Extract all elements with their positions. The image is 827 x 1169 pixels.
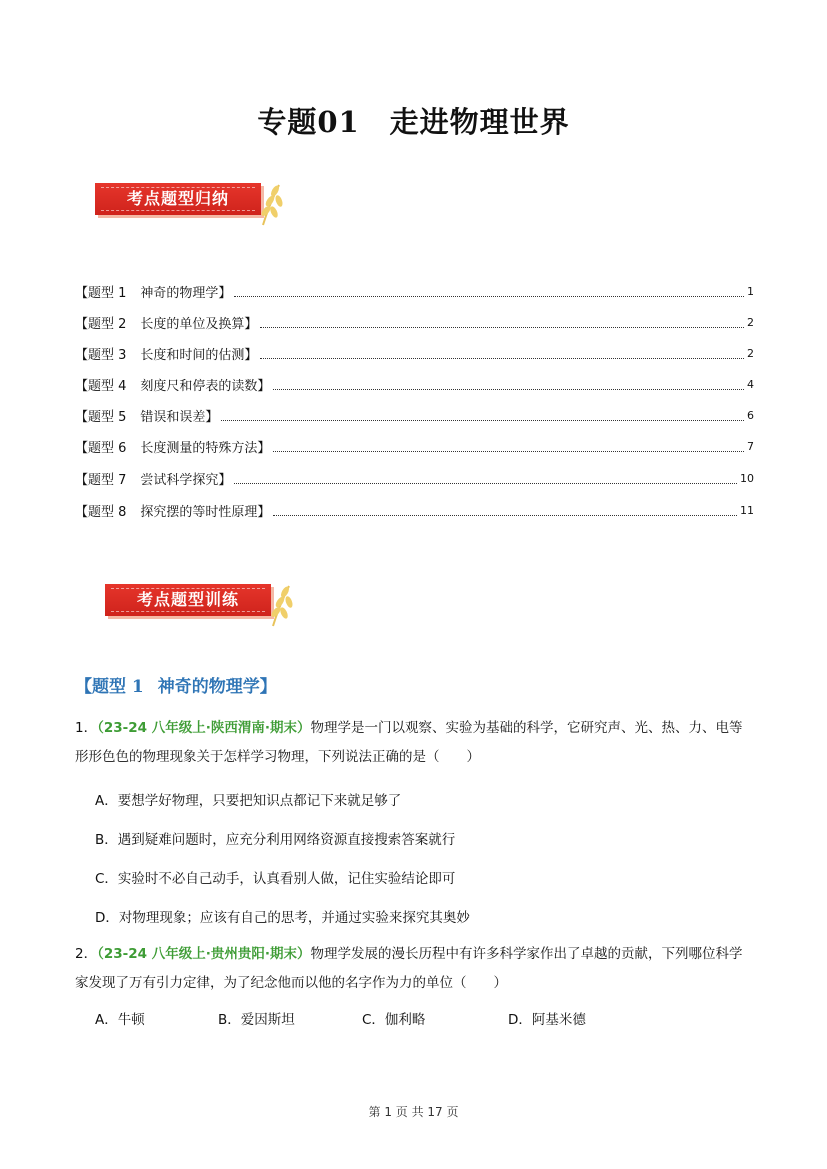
- toc-page-number: 10: [740, 471, 754, 485]
- toc-page-number: 1: [747, 284, 754, 298]
- toc-item[interactable]: 【题型 4 刻度尺和停表的读数】 4: [75, 377, 754, 394]
- toc-item[interactable]: 【题型 7 尝试科学探究】 10: [75, 471, 754, 488]
- wheat-icon: [257, 181, 283, 227]
- toc-page-number: 7: [747, 439, 754, 453]
- toc-page-number: 6: [747, 408, 754, 422]
- toc-item[interactable]: 【题型 5 错误和误差】 6: [75, 408, 754, 425]
- toc-item[interactable]: 【题型 3 长度和时间的估测】 2: [75, 346, 754, 363]
- option-c[interactable]: C．实验时不必自己动手，认真看别人做，记住实验结论即可: [95, 871, 456, 887]
- option-c[interactable]: C．伽利略: [362, 1012, 426, 1028]
- question-2-stem: 2．（23-24 八年级上·贵州贵阳·期末）物理学发展的漫长历程中有许多科学家作出了卓越的贡献，下列哪位科学家发现了万有引力定律，为了纪念他而以他的名字作为力的单位（ ）: [75, 946, 743, 991]
- option-d[interactable]: D．阿基米德: [508, 1012, 586, 1028]
- option-b[interactable]: B．爱因斯坦: [218, 1012, 295, 1028]
- section-heading: 【题型 1 神奇的物理学】: [75, 677, 277, 697]
- toc-page-number: 2: [747, 315, 754, 329]
- toc-item[interactable]: 【题型 2 长度的单位及换算】 2: [75, 315, 754, 332]
- option-a[interactable]: A．要想学好物理，只要把知识点都记下来就足够了: [95, 793, 402, 809]
- banner-summary-label: 考点题型归纳: [126, 189, 229, 208]
- wheat-icon: [267, 582, 293, 628]
- toc-page-number: 11: [740, 503, 754, 517]
- toc-item[interactable]: 【题型 6 长度测量的特殊方法】 7: [75, 439, 754, 456]
- option-a[interactable]: A．牛顿: [95, 1012, 145, 1028]
- question-1-stem: 1．（23-24 八年级上·陕西渭南·期末）物理学是一门以观察、实验为基础的科学，它研究声、光、热、力、电等形形色色的物理现象关于怎样学习物理，下列说法正确的是（ ）: [75, 720, 743, 765]
- page-footer: 第 1 页 共 17 页: [368, 1105, 459, 1119]
- toc-item[interactable]: 【题型 1 神奇的物理学】 1: [75, 284, 754, 301]
- banner-summary: [95, 177, 285, 223]
- banner-training: [105, 578, 295, 624]
- toc-page-number: 4: [747, 377, 754, 391]
- option-d[interactable]: D．对物理现象；应该有自己的思考，并通过实验来探究其奥妙: [95, 910, 470, 926]
- page-title: 专题01 走进物理世界: [257, 105, 570, 139]
- banner-training-label: 考点题型训练: [136, 590, 239, 609]
- question-source: （23-24 八年级上·贵州贵阳·期末）: [97, 946, 311, 962]
- toc-item[interactable]: 【题型 8 探究摆的等时性原理】 11: [75, 503, 754, 520]
- toc-page-number: 2: [747, 346, 754, 360]
- question-source: （23-24 八年级上·陕西渭南·期末）: [97, 720, 311, 736]
- option-b[interactable]: B．遇到疑难问题时，应充分利用网络资源直接搜索答案就行: [95, 832, 456, 848]
